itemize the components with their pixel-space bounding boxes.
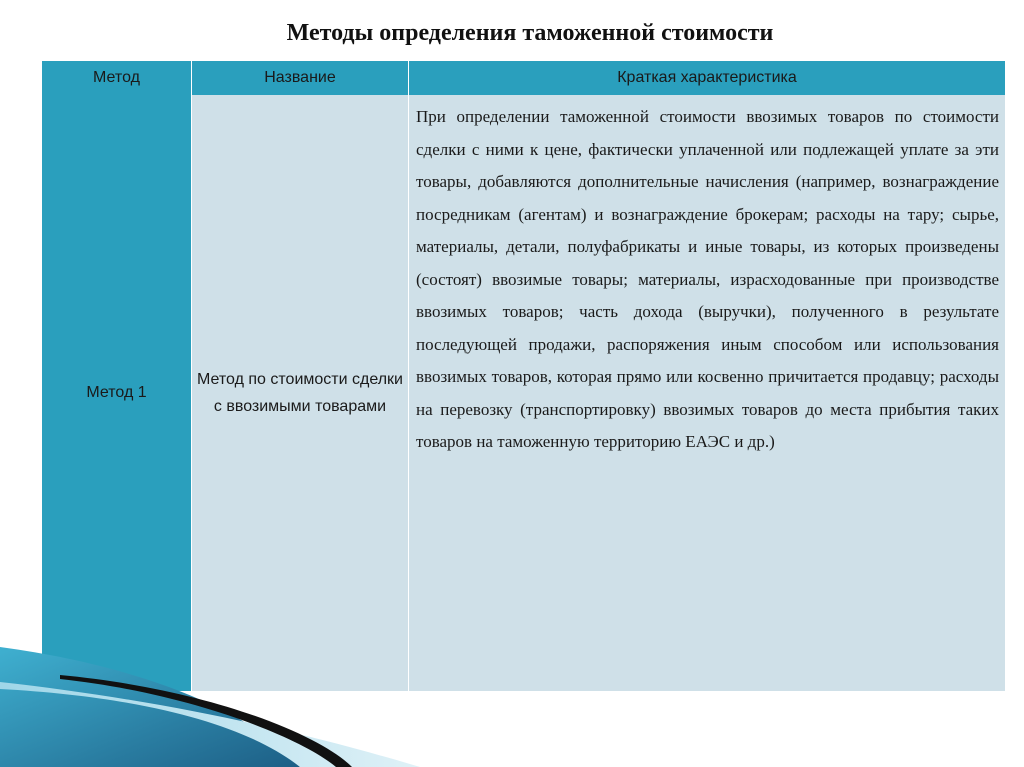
table-header-row xyxy=(42,61,1006,95)
table-row xyxy=(42,95,1006,691)
decorative-swoosh xyxy=(0,627,1024,767)
cell-name: Метод по стоимости сделки с ввозимыми товарами xyxy=(192,95,409,691)
header-description: Краткая характеристика xyxy=(409,61,1006,95)
methods-table xyxy=(41,61,1006,691)
header-name: Название xyxy=(192,61,409,95)
header-method: Метод xyxy=(42,61,192,95)
slide-title: Методы определения таможенной стоимости xyxy=(286,20,774,46)
cell-method: Метод 1 xyxy=(42,95,192,691)
cell-description xyxy=(409,95,1006,691)
description-text: При определении таможенной стоимости ввозимых товаров по стоимости сделки с ними к цене, фактически уплаченной или подлежащей уплате за эти товары, добавляются дополнительные начисления (например, вознаграждение посредникам (агентам) и вознаграждение брокерам; расходы на тару; сырье, материалы, детали, полуфабрикаты и иные товары, из которых произведены (состоят) ввозимые товары; материалы, израсходованные при производстве ввозимых товаров; часть дохода (выручки), полученного в результате последующей продажи, распоряжения иным способом или использования ввозимых товаров, которая прямо или косвенно причитается продавцу; расходы на перевозку (транспортировку) ввозимых товаров до места прибытия таких товаров на таможенную территорию ЕАЭС и др.) xyxy=(416,107,999,451)
